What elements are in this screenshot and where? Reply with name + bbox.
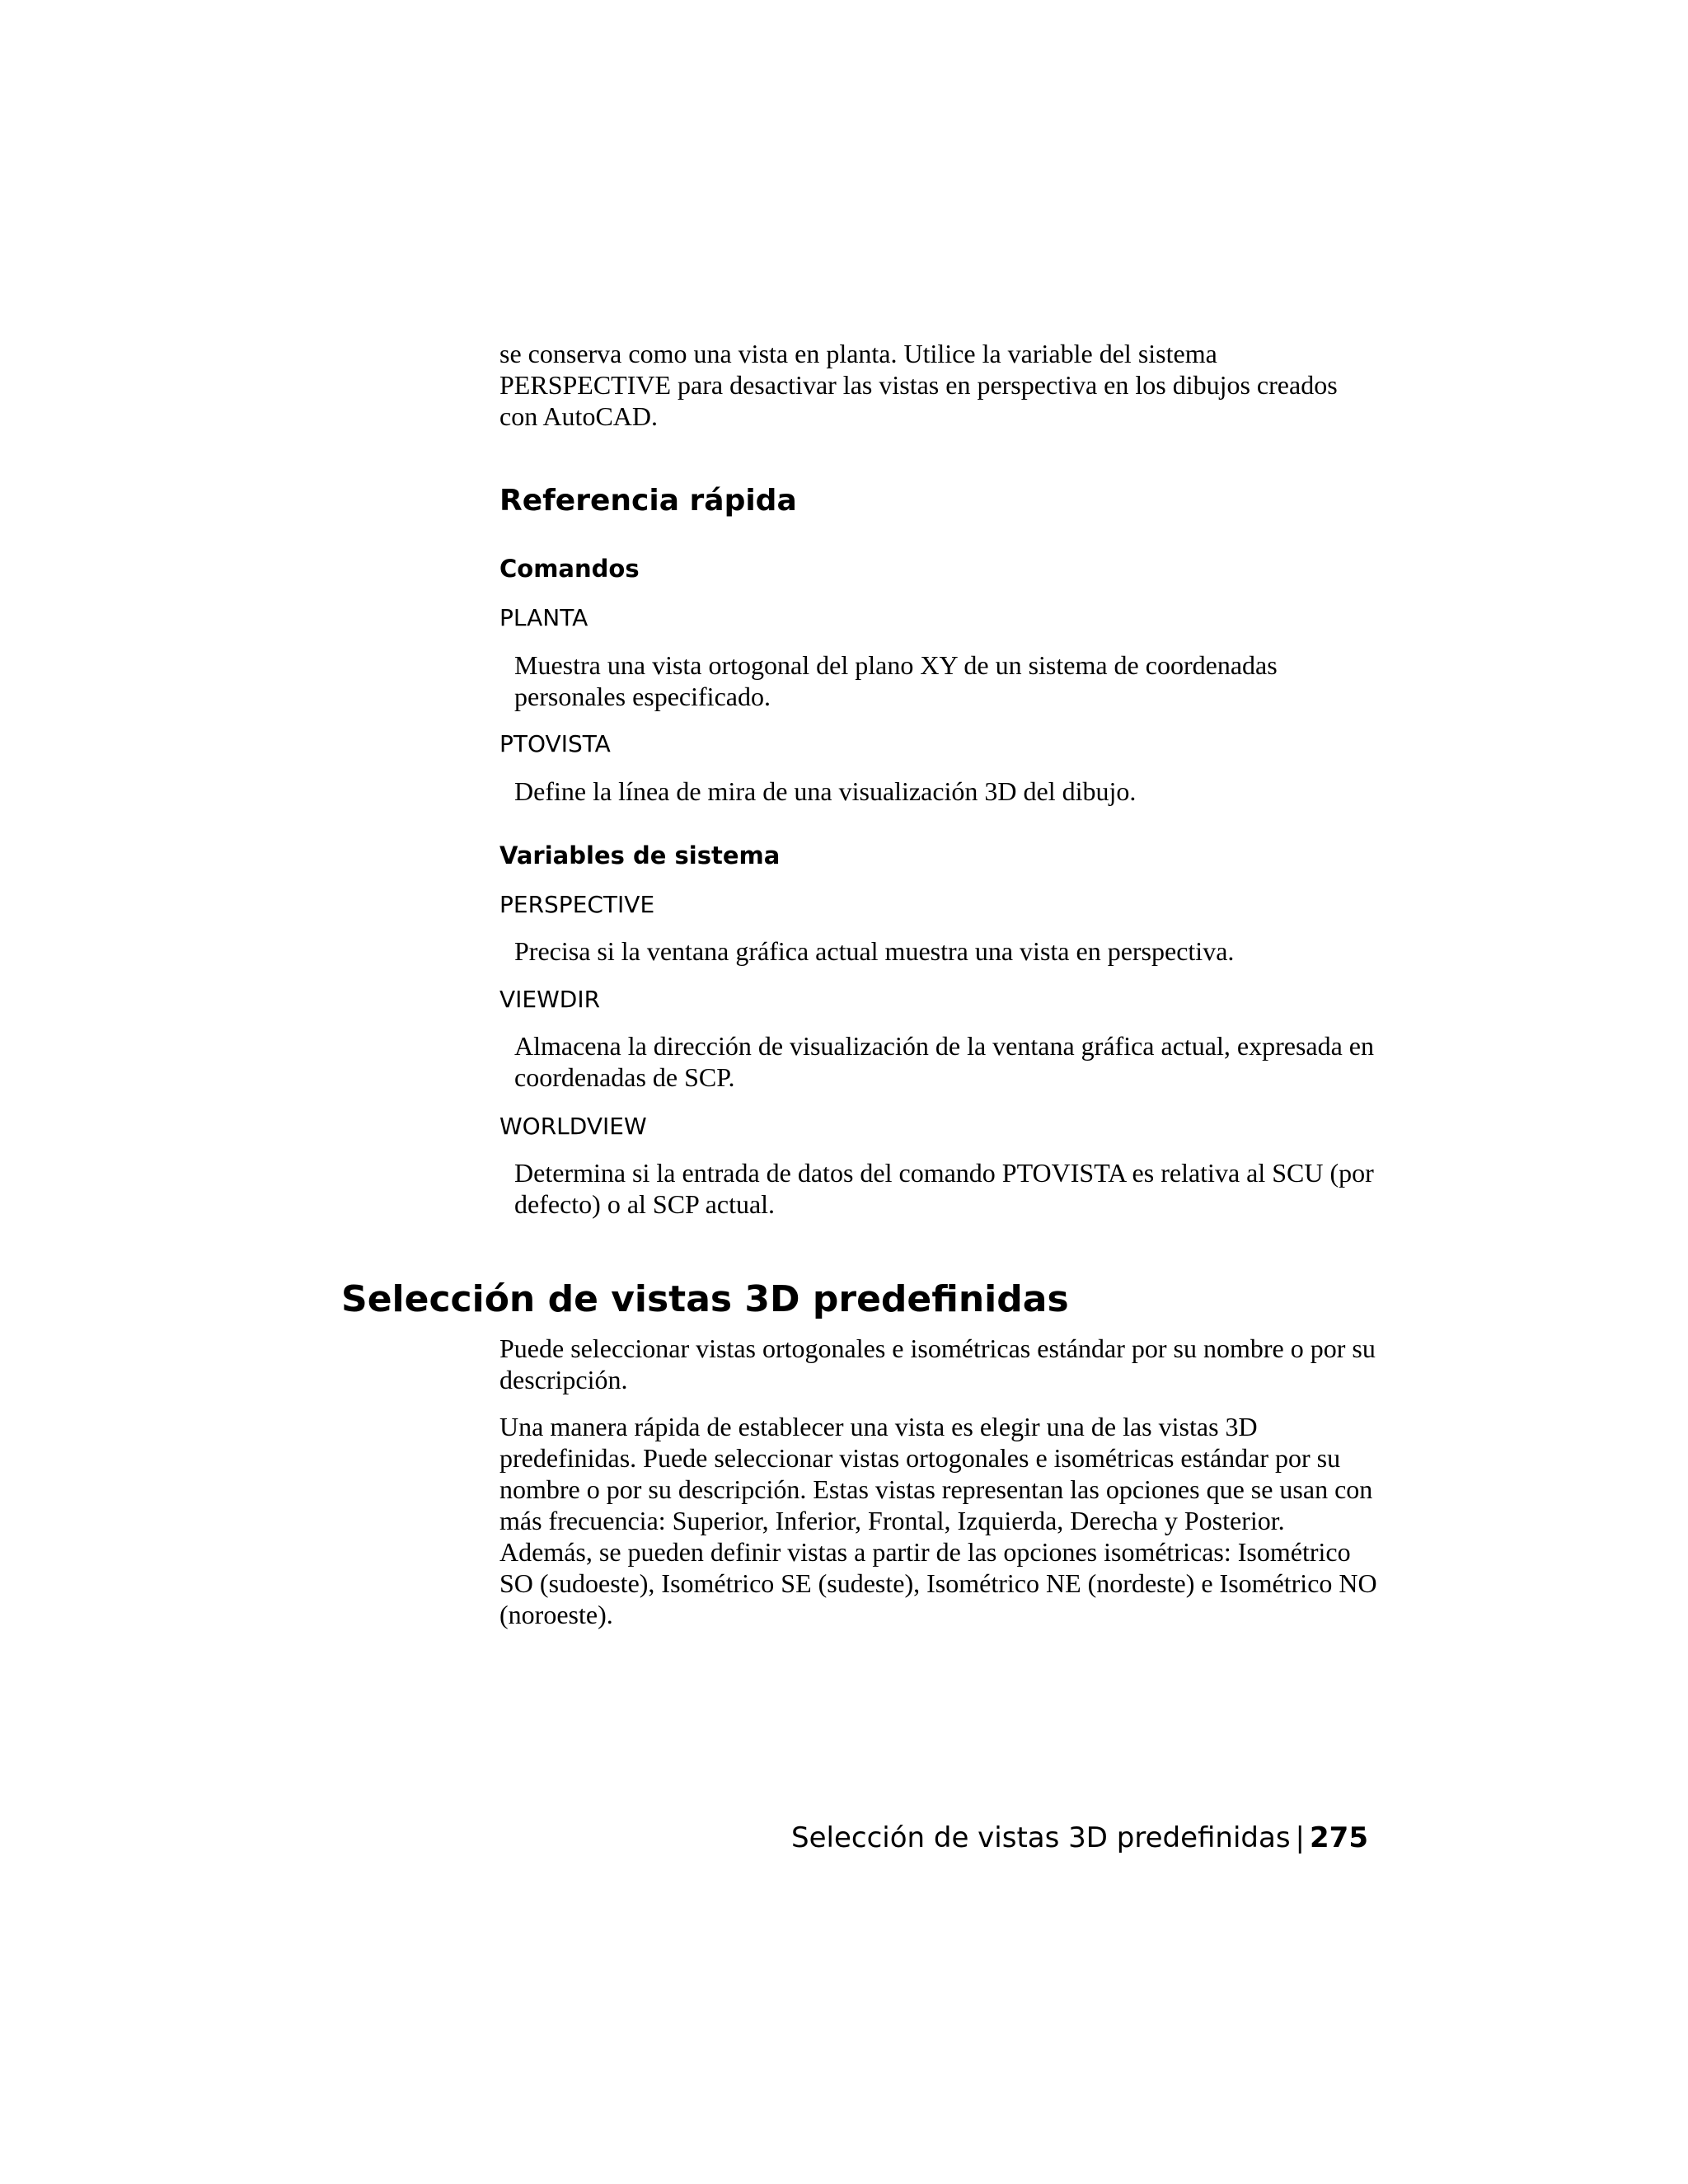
variable-term-worldview: WORLDVIEW (499, 1113, 647, 1140)
page-number: 275 (1310, 1821, 1368, 1854)
footer-title: Selección de vistas 3D predefinidas (791, 1821, 1291, 1854)
section-summary: Puede seleccionar vistas ortogonales e isométricas estándar por su nombre o por su descripción. (499, 1333, 1376, 1394)
page-footer (791, 1821, 1368, 1854)
intro-paragraph: se conserva como una vista en planta. Utilice la variable del sistema PERSPECTIVE para desactivar las vistas en perspectiva en los dibujos creados con AutoCAD. (499, 339, 1338, 431)
variable-description-perspective: Precisa si la ventana gráfica actual muestra una vista en perspectiva. (514, 936, 1235, 966)
section-heading: Selección de vistas 3D predefinidas (341, 1278, 1069, 1320)
command-description-ptovista: Define la línea de mira de una visualización 3D del dibujo. (514, 776, 1137, 806)
footer-separator: | (1295, 1821, 1306, 1854)
variable-term-viewdir: VIEWDIR (499, 986, 601, 1013)
command-description-planta: Muestra una vista ortogonal del plano XY de un sistema de coordenadas personales especificado. (514, 650, 1278, 711)
quick-reference-heading: Referencia rápida (499, 484, 797, 518)
variable-description-viewdir: Almacena la dirección de visualización de la ventana gráfica actual, expresada en coordenadas de SCP. (514, 1031, 1374, 1092)
commands-heading: Comandos (499, 555, 640, 583)
variable-description-worldview: Determina si la entrada de datos del comando PTOVISTA es relativa al SCU (por defecto) o al SCP actual. (514, 1158, 1374, 1219)
command-term-planta: PLANTA (499, 604, 588, 631)
command-term-ptovista: PTOVISTA (499, 730, 611, 757)
variable-term-perspective: PERSPECTIVE (499, 891, 655, 918)
section-body: Una manera rápida de establecer una vista es elegir una de las vistas 3D predefinidas. Puede seleccionar vistas ortogonales e isométricas estándar por su nombre o por su descripción. Estas vistas representan las opciones que se usan con más frecuencia: Superior, Inferior, Frontal, Izquierda, Derecha y Posterior. Además, se pueden definir vistas a partir de las opciones isométricas: Isométrico SO (sudoeste), Isométrico SE (sudeste), Isométrico NE (nordeste) e Isométrico NO (noroeste). (499, 1412, 1377, 1629)
system-variables-heading: Variables de sistema (499, 841, 781, 869)
